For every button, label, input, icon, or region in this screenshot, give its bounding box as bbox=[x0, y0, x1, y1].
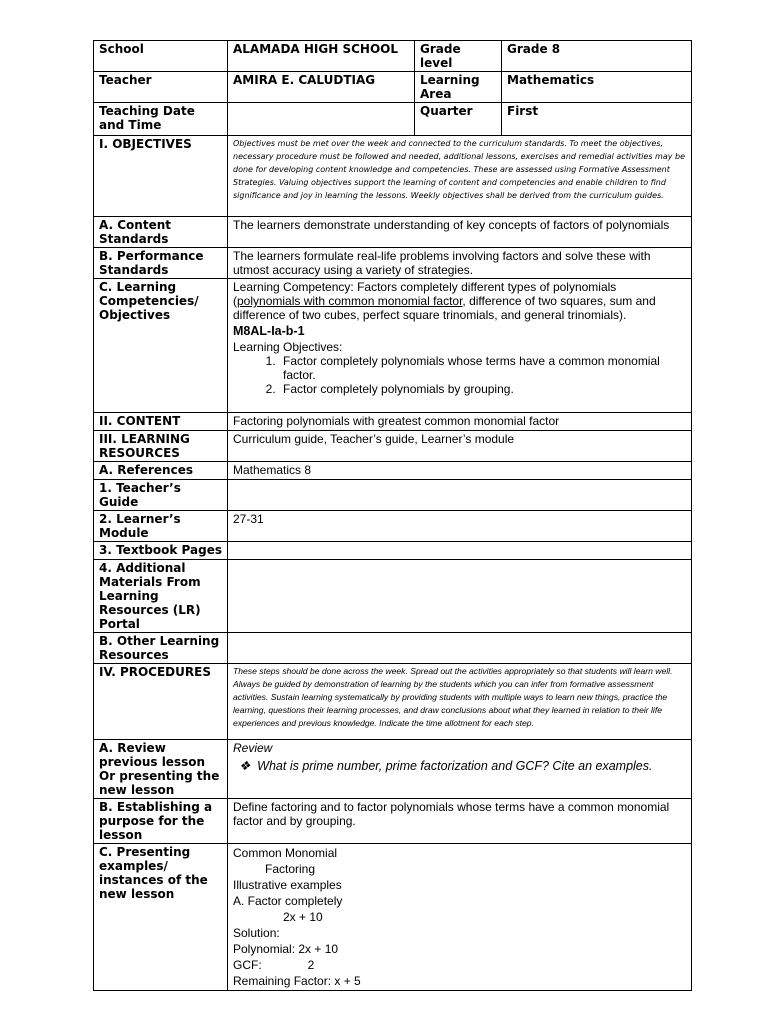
content-label: II. CONTENT bbox=[94, 413, 228, 431]
row-school bbox=[94, 41, 692, 72]
objectives-note: Objectives must be met over the week and connected to the curriculum standards. To meet the objectives, necessary procedure must be followed and needed, additional lessons, exercises and remedial activities may be done for developing content knowledge and competencies. These are assessed using Formative Assessment Strategies. Valuing objectives support the learning of content and competencies and enable children to find significance and joy in learning the lessons. Weekly objectives shall be derived from the curriculum guides. bbox=[233, 139, 685, 200]
content-standards-label: A. Content Standards bbox=[94, 217, 228, 248]
quarter-text: First bbox=[507, 104, 539, 118]
grade-label: Grade level bbox=[415, 41, 502, 72]
procedures-note: These steps should be done across the week. Spread out the activities appropriately so that students will learn well. Always be guided by demonstration of learning by the students which you can infer from formative assessment activities. Sustain learning systematically by providing students with multiple ways to learn new things, practice the learning, questions their learning processes, and draw conclusions about what they learned in relation to their life experiences and previous knowledge. Indicate the time allotment for each step. bbox=[233, 666, 673, 728]
objectives-heading: Learning Objectives: bbox=[233, 340, 343, 354]
quarter-value bbox=[502, 103, 692, 136]
row-content bbox=[94, 413, 692, 431]
learning-resources-label: III. LEARNING RESOURCES bbox=[94, 431, 228, 462]
references-label: A. References bbox=[94, 462, 228, 480]
additional-materials-label: 4. Additional Materials From Learning Resources (LR) Portal bbox=[94, 560, 228, 633]
row-objectives bbox=[94, 136, 692, 217]
presenting-line: Factoring bbox=[265, 862, 316, 876]
performance-standards-label: B. Performance Standards bbox=[94, 248, 228, 279]
presenting-cell bbox=[228, 844, 692, 991]
competency-focus: polynomials with common monomial factor bbox=[237, 294, 463, 308]
presenting-line: Common Monomial bbox=[233, 846, 338, 860]
purpose-label: B. Establishing a purpose for the lesson bbox=[94, 799, 228, 844]
objective-item: 1. Factor completely polynomials whose terms have a common monomial factor. bbox=[279, 354, 686, 382]
objectives-label: I. OBJECTIVES bbox=[94, 136, 228, 217]
presenting-line: A. Factor completely bbox=[233, 894, 343, 908]
competency-intro: Learning Competency: Factors completely different types of polynomials ( bbox=[233, 280, 617, 308]
learners-module-label: 2. Learner’s Module bbox=[94, 511, 228, 542]
textbook-label: 3. Textbook Pages bbox=[94, 542, 228, 560]
content-text: Factoring polynomials with greatest common monomial factor bbox=[228, 413, 692, 431]
row-teachers-guide bbox=[94, 480, 692, 511]
row-procedures bbox=[94, 664, 692, 740]
diamond-bullet-icon: ❖ bbox=[239, 759, 251, 773]
area-text: Mathematics bbox=[507, 73, 595, 87]
other-resources-label: B. Other Learning Resources bbox=[94, 633, 228, 664]
row-additional-materials bbox=[94, 560, 692, 633]
procedures-label: IV. PROCEDURES bbox=[94, 664, 228, 740]
presenting-line: Solution: bbox=[233, 926, 280, 940]
teacher-name: AMIRA E. CALUDTIAG bbox=[233, 73, 376, 87]
school-name: ALAMADA HIGH SCHOOL bbox=[233, 42, 398, 56]
row-content-standards bbox=[94, 217, 692, 248]
teacher-label: Teacher bbox=[94, 72, 228, 103]
row-learning-resources bbox=[94, 431, 692, 462]
objectives-list bbox=[233, 354, 686, 396]
row-review bbox=[94, 740, 692, 799]
row-other-resources bbox=[94, 633, 692, 664]
area-value bbox=[502, 72, 692, 103]
objective-item: 2. Factor completely polynomials by grouping. bbox=[279, 382, 686, 396]
additional-materials-text bbox=[228, 560, 692, 633]
content-standards-text: The learners demonstrate understanding of key concepts of factors of polynomials bbox=[228, 217, 692, 248]
competency-code: M8AL-Ia-b-1 bbox=[233, 324, 305, 338]
textbook-text bbox=[228, 542, 692, 560]
review-cell bbox=[228, 740, 692, 799]
review-question: What is prime number, prime factorization and GCF? Cite an examples. bbox=[257, 759, 653, 773]
other-resources-text bbox=[228, 633, 692, 664]
area-label: Learning Area bbox=[415, 72, 502, 103]
procedures-cell bbox=[228, 664, 692, 740]
presenting-label: C. Presenting examples/ instances of the new lesson bbox=[94, 844, 228, 991]
teacher-value bbox=[228, 72, 415, 103]
objectives-cell bbox=[228, 136, 692, 217]
gcf-value: 2 bbox=[307, 958, 315, 972]
competency-rest: , difference of two squares, sum and difference of two cubes, perfect square trinomials, and general trinomials). bbox=[233, 294, 656, 322]
row-learners-module bbox=[94, 511, 692, 542]
lesson-plan-table bbox=[93, 40, 692, 991]
row-textbook bbox=[94, 542, 692, 560]
row-competencies bbox=[94, 279, 692, 413]
grade-text: Grade 8 bbox=[507, 42, 561, 56]
presenting-line: Remaining Factor: x + 5 bbox=[233, 974, 361, 988]
row-purpose bbox=[94, 799, 692, 844]
gcf-line bbox=[233, 957, 686, 973]
review-bullet bbox=[233, 759, 686, 773]
competency-statement bbox=[233, 280, 686, 322]
competencies-cell bbox=[228, 279, 692, 413]
row-performance-standards bbox=[94, 248, 692, 279]
school-value bbox=[228, 41, 415, 72]
row-date bbox=[94, 103, 692, 136]
performance-standards-text: The learners formulate real-life problems involving factors and solve these with utmost accuracy using a variety of strategies. bbox=[228, 248, 692, 279]
date-value bbox=[228, 103, 415, 136]
date-label: Teaching Date and Time bbox=[94, 103, 228, 136]
quarter-label: Quarter bbox=[415, 103, 502, 136]
teachers-guide-label: 1. Teacher’s Guide bbox=[94, 480, 228, 511]
presenting-line: Illustrative examples bbox=[233, 878, 342, 892]
references-text: Mathematics 8 bbox=[228, 462, 692, 480]
row-presenting bbox=[94, 844, 692, 991]
review-label: A. Review previous lesson Or presenting the new lesson bbox=[94, 740, 228, 799]
learners-module-text: 27-31 bbox=[228, 511, 692, 542]
grade-value bbox=[502, 41, 692, 72]
gcf-label: GCF: bbox=[233, 958, 262, 972]
lesson-plan-page bbox=[93, 40, 691, 991]
row-references bbox=[94, 462, 692, 480]
school-label: School bbox=[94, 41, 228, 72]
row-teacher bbox=[94, 72, 692, 103]
learning-resources-text: Curriculum guide, Teacher’s guide, Learner’s module bbox=[228, 431, 692, 462]
purpose-text: Define factoring and to factor polynomials whose terms have a common monomial factor and by grouping. bbox=[228, 799, 692, 844]
teachers-guide-text bbox=[228, 480, 692, 511]
presenting-line: Polynomial: 2x + 10 bbox=[233, 942, 339, 956]
competencies-label: C. Learning Competencies/ Objectives bbox=[94, 279, 228, 413]
review-heading: Review bbox=[233, 741, 273, 755]
presenting-line: 2x + 10 bbox=[283, 910, 323, 924]
